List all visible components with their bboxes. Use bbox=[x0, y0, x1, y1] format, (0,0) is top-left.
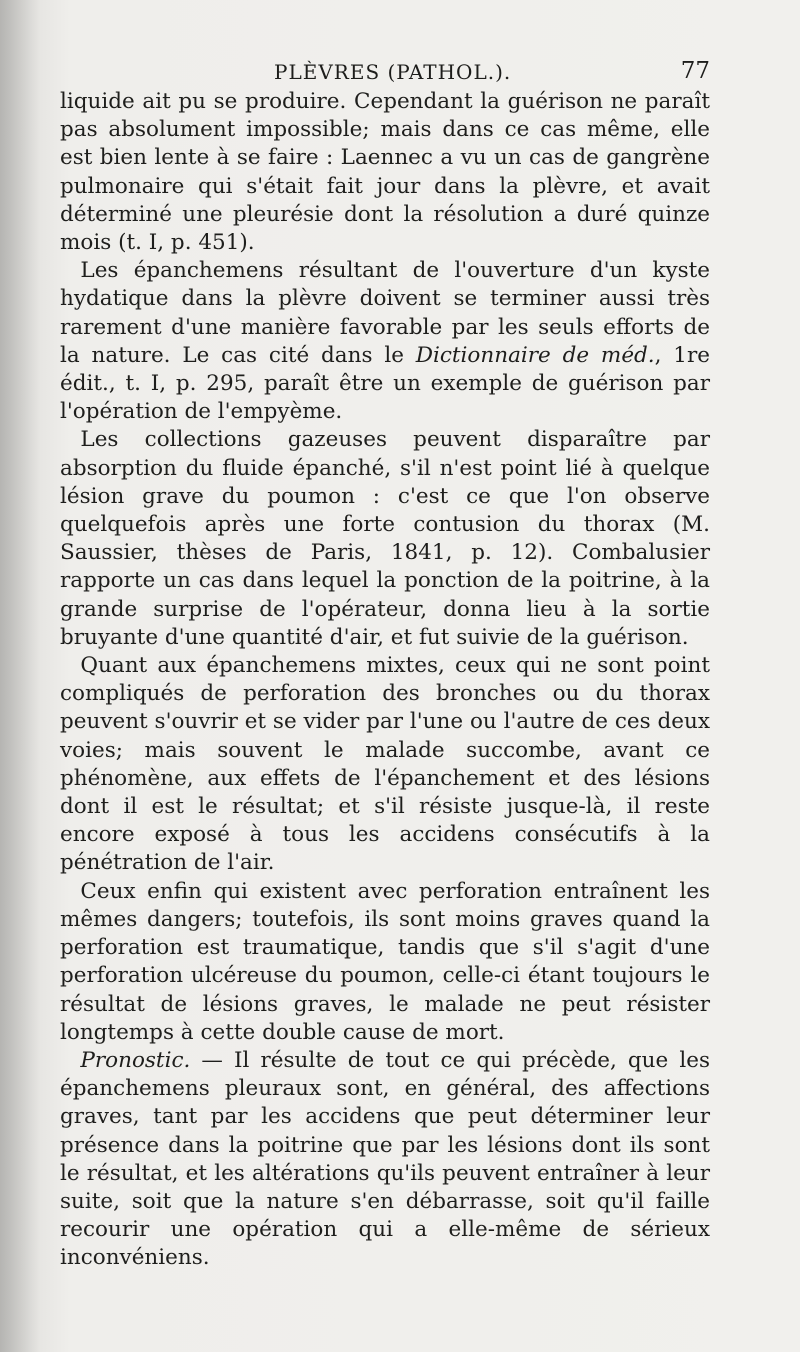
paragraph-text: — Il résulte de tout ce qui précède, que les épanchemens pleuraux sont, en général, des affections graves, tant par les accidens que peut déterminer leur présence dans la poitrine que par les lésions dont ils sont le résultat, et les altérations qu'ils peuvent entraîner à leur suite, soit que la nature s'en débarrasse, soit qu'il faille recourir une opération qui a elle-même de sérieux inconvéniens. bbox=[60, 1047, 710, 1271]
prognosis-label: Pronostic. bbox=[80, 1047, 191, 1073]
body-text bbox=[60, 88, 710, 1273]
running-title: PLÈVRES (PATHOL.). bbox=[274, 60, 512, 84]
paragraph-continuation: liquide ait pu se produire. Cependant la guérison ne paraît pas absolument impossible; mais dans ce cas même, elle est bien lente à se faire : Laennec a vu un cas de gangrène pulmonaire qui s'était fait jour dans la plèvre, et avait déterminé une pleurésie dont la résolution a duré quinze mois (t. I, p. 451). bbox=[60, 89, 710, 256]
paragraph-perforation: Ceux enfin qui existent avec perforation entraînent les mêmes dangers; toutefois, ils sont moins graves quand la perforation est traumatique, tandis que s'il s'agit d'une perforation ulcéreuse du poumon, celle-ci étant toujours le résultat de lésions graves, le malade ne peut résister longtemps à cette double cause de mort. bbox=[60, 878, 710, 1045]
paragraph-text: Les épanchemens résultant de l'ouverture d'un kyste hydatique dans la plèvre doivent se terminer aussi très rarement d'une manière favorable par les seuls efforts de la nature. Le cas cité dans le bbox=[60, 258, 710, 368]
page-header bbox=[60, 58, 710, 88]
paragraph-hydatid-cyst bbox=[60, 257, 710, 426]
paragraph-prognosis bbox=[60, 1047, 710, 1273]
page-number: 77 bbox=[680, 58, 710, 84]
dictionary-reference: Dictionnaire de méd. bbox=[415, 342, 655, 368]
paragraph-gaseous-collections: Les collections gazeuses peuvent disparaître par absorption du fluide épanché, s'il n'est point lié à quelque lésion grave du poumon : c'est ce que l'on observe quelquefois après une forte contusion du thorax (M. Saussier, thèses de Paris, 1841, p. 12). Combalusier rapporte un cas dans lequel la ponction de la poitrine, à la grande surprise de l'opérateur, donna lieu à la sortie bruyante d'une quantité d'air, et fut suivie de la guérison. bbox=[60, 427, 710, 650]
paragraph-mixed-effusions: Quant aux épanchemens mixtes, ceux qui ne sont point compliqués de perforation des bronches ou du thorax peuvent s'ouvrir et se vider par l'une ou l'autre de ces deux voies; mais souvent le malade succombe, avant ce phénomène, aux effets de l'épanchement et des lésions dont il est le résultat; et s'il résiste jusque-là, il reste encore exposé à tous les accidens consécutifs à la pénétration de l'air. bbox=[60, 653, 710, 876]
paragraph-text: , 1re édit., t. I, p. 295, paraît être un exemple de guérison par l'opération de l'empyème. bbox=[60, 342, 710, 425]
binding-shadow bbox=[0, 0, 40, 1352]
